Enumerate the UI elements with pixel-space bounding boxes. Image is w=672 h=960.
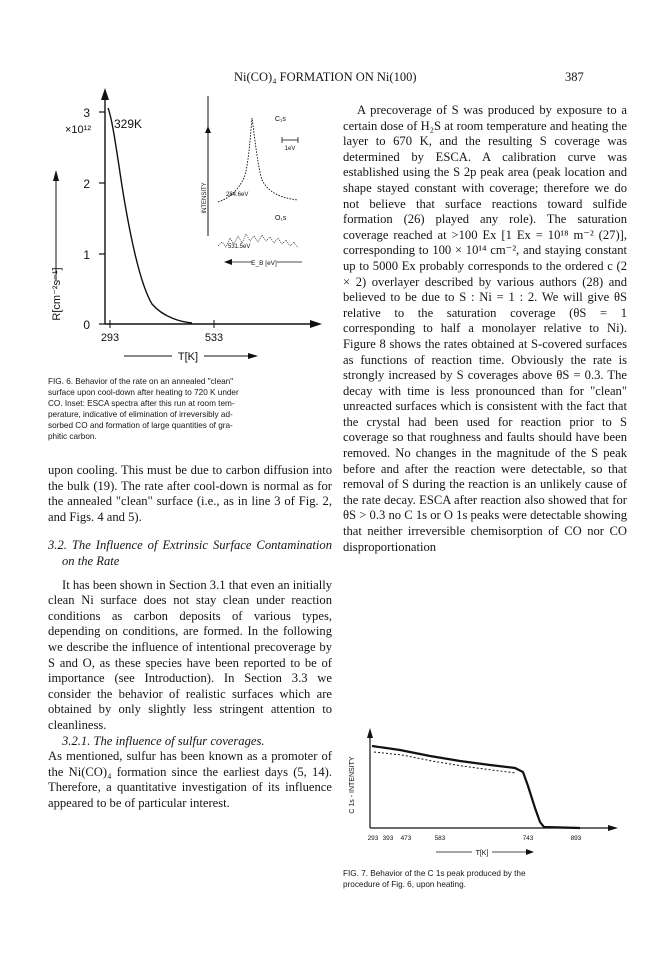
inset-xlabel-arrow-head bbox=[224, 259, 232, 265]
inset-c1s-label: C₁s bbox=[275, 116, 286, 123]
fig7-xtick: 293 bbox=[367, 835, 379, 842]
fig6-ytick-1: 1 bbox=[83, 248, 90, 262]
caption-line: FIG. 7. Behavior of the C 1s peak produced by the bbox=[343, 869, 526, 878]
left-column-text bbox=[48, 463, 332, 811]
fig6-xtick-293: 293 bbox=[100, 332, 120, 344]
fig7-xtick: 583 bbox=[434, 835, 446, 842]
caption-line: CO. Inset: ESCA spectra after this run at room tem- bbox=[48, 399, 235, 408]
fig6-xtick-533: 533 bbox=[204, 332, 224, 344]
fig6-ytick-2: 2 bbox=[83, 177, 90, 191]
fig7-intensity-curve-scatter bbox=[374, 752, 516, 773]
figure-7 bbox=[340, 728, 630, 858]
caption-line: phitic carbon. bbox=[48, 432, 97, 441]
caption-line: sorbed CO and formation of large quantities of gra- bbox=[48, 421, 233, 430]
right-column-text bbox=[343, 103, 627, 555]
inset-ylabel-arrow-head bbox=[205, 126, 211, 133]
subsection-paragraph bbox=[48, 734, 332, 750]
figure-6-caption bbox=[48, 376, 331, 442]
subsection-heading: 3.2.1. The influence of sulfur coverages. bbox=[62, 733, 265, 748]
inset-o1s-label: O₁s bbox=[275, 215, 287, 222]
fig7-y-axis-arrow bbox=[367, 728, 373, 738]
fig7-xtick: 743 bbox=[522, 835, 534, 842]
inset-c1s-energy: 284.6eV bbox=[226, 192, 249, 198]
paragraph: As mentioned, sulfur has been known as a promoter of the Ni(CO)₄ formation since the earliest days (5, 14). Therefore, a quantitative investigation of its influence appeared to be of particular interest. bbox=[48, 749, 332, 810]
fig7-xtick: 393 bbox=[382, 835, 394, 842]
inset-c1s-spectrum bbox=[218, 118, 298, 202]
fig7-xtick: 893 bbox=[570, 835, 582, 842]
caption-line: perature, indicative of elimination of irreversibly ad- bbox=[48, 410, 233, 419]
fig7-xlabel-arrow-head bbox=[526, 849, 534, 855]
figure-6 bbox=[42, 86, 372, 376]
caption-line: FIG. 6. Behavior of the rate on an annealed "clean" bbox=[48, 377, 234, 386]
fig6-ylabel-arrow-head bbox=[53, 170, 59, 181]
fig6-ytick-3: 3 bbox=[83, 106, 90, 120]
fig6-xlabel-arrow-head bbox=[248, 353, 258, 359]
fig7-xtick: 473 bbox=[400, 835, 412, 842]
inset-scale-label: 1eV bbox=[284, 146, 296, 152]
fig7-xlabel: T[K] bbox=[475, 850, 489, 857]
inset-xlabel: E_B [eV] bbox=[251, 260, 277, 267]
page-number: 387 bbox=[565, 70, 584, 84]
fig6-y-axis-arrow bbox=[101, 88, 109, 100]
fig6-inset bbox=[202, 96, 302, 267]
fig7-intensity-curve bbox=[372, 746, 580, 828]
fig6-ytick-0: 0 bbox=[83, 318, 90, 332]
fig7-x-axis-arrow bbox=[608, 825, 618, 831]
fig6-xlabel: T[K] bbox=[177, 351, 199, 363]
fig6-x-axis-arrow bbox=[310, 320, 322, 328]
fig6-rate-curve bbox=[108, 108, 192, 323]
inset-ylabel: INTENSITY bbox=[202, 182, 208, 214]
paragraph: It has been shown in Section 3.1 that even an initially clean Ni surface does not stay clean under reaction conditions as carbon deposits of various types, depending on conditions, are formed. In the following we describe the influence of intentional precoverage by S and O, as these species have been reported to be of importance (see Introduction). In Section 3.3 we consider the behavior of realistic surfaces which are obtained by only slightly less stringent attention to cleanliness. bbox=[48, 577, 332, 732]
fig6-y-multiplier: ×10¹² bbox=[65, 124, 91, 136]
fig7-ylabel: C 1s - INTENSITY bbox=[349, 756, 356, 814]
caption-line: procedure of Fig. 6, upon heating. bbox=[343, 880, 466, 889]
fig6-ylabel: R[cm⁻²s⁻¹] bbox=[51, 267, 63, 321]
figure-7-caption bbox=[343, 868, 627, 890]
inset-o1s-energy: 531.5eV bbox=[228, 244, 251, 250]
running-title: Ni(CO)₄ FORMATION ON Ni(100) bbox=[234, 70, 417, 84]
caption-line: surface upon cool-down after heating to 720 K under bbox=[48, 388, 239, 397]
paragraph: upon cooling. This must be due to carbon diffusion into the bulk (19). The rate after cool-down is normal as for the annealed "clean" surface (i.e., as in line 3 of Fig. 2, and Figs. 4 and 5). bbox=[48, 463, 332, 524]
fig6-peak-label: 329K bbox=[114, 117, 143, 131]
paragraph: A precoverage of S was produced by exposure to a certain dose of H₂S at room temperature and heating the layer to 670 K, and the resulting S coverage was determined by ESCA. A calibration curve was established using the S 2p peak area (peak location and shape stayed constant with coverage; therefore we do not believe that surface reactions toward sulfide formation (26) played any role). The saturation coverage reached at >100 Ex [1 Ex = 10¹⁸ m⁻² (27)], corresponding to 100 × 10¹⁴ cm⁻², and staying constant up to 5000 Ex probably corresponds to the ordered c (2 × 2) overlayer described by various authors (28) and believed to be due to S : Ni = 1 : 2. We will give θS relative to the saturation coverage (θS = 1 corresponding to half a monolayer relative to Ni). Figure 8 shows the rates obtained at S-covered surfaces as functions of reaction time. Obviously the rate is strongly increased by S coverages above θS = 0.3. The decay with time is less pronounced than for "clean" unreacted surfaces which is consistent with the fact that the crystal had been used for reaction prior to S coverage so that roughness and faults should have been removed. No changes in the magnitude of the S peak before and after the reaction were detectable, so that removal of S during the reaction is an unlikely cause of the rate decay. ESCA after reaction also showed that for θS > 0.3 no C 1s or O 1s peaks were detectable showing that neither irreversible chemisorption of CO nor CO disproportionation bbox=[343, 103, 627, 554]
section-heading: 3.2. The Influence of Extrinsic Surface Contamination on the Rate bbox=[48, 538, 332, 568]
